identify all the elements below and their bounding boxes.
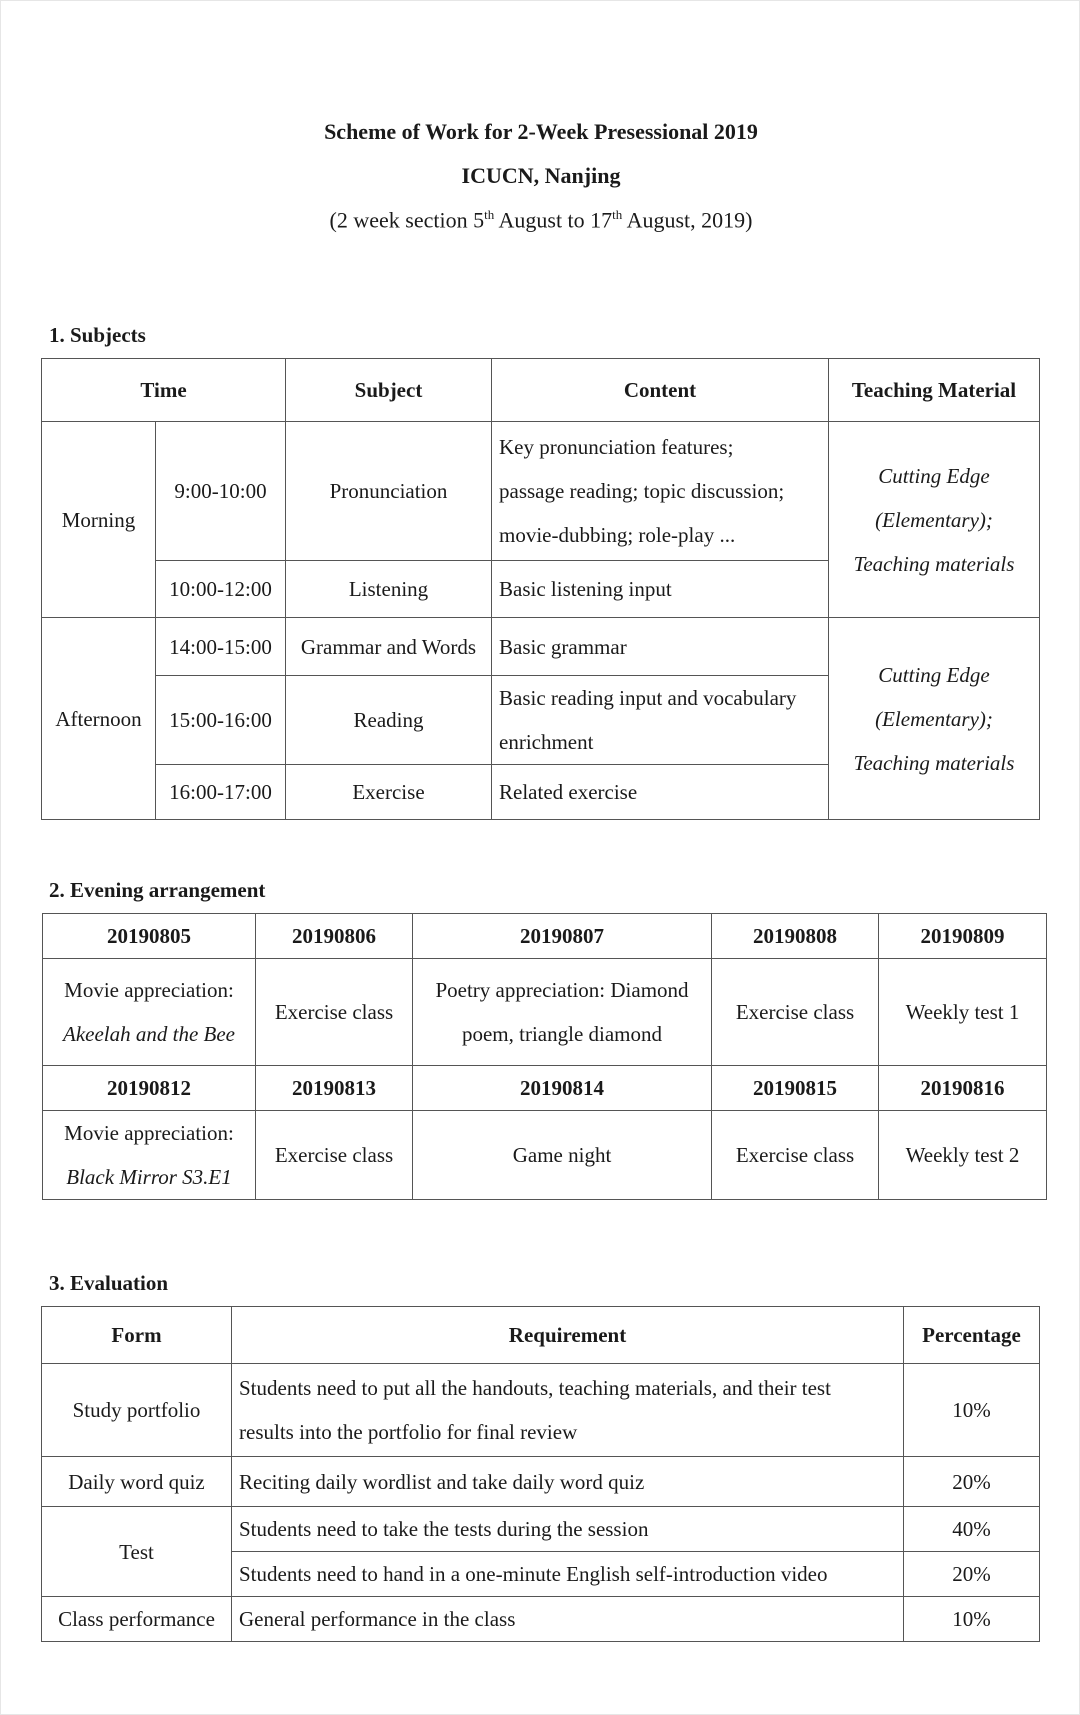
date-cell: 20190808 [712,914,879,959]
col-content: Content [492,359,829,422]
form-cell: Test [42,1507,232,1597]
activity-cell: Exercise class [712,1111,879,1200]
morning-label: Morning [42,422,156,618]
evening-week1-dates [43,914,1047,959]
activity-cell: Movie appreciation: Akeelah and the Bee [43,959,256,1066]
table-row [42,1597,1040,1642]
form-cell: Daily word quiz [42,1457,232,1507]
table-row [42,1457,1040,1507]
col-time: Time [42,359,286,422]
activity-cell: Weekly test 2 [879,1111,1047,1200]
evening-heading: 2. Evening arrangement [49,878,266,902]
col-teaching-material: Teaching Material [829,359,1040,422]
requirement-cell: Students need to hand in a one-minute English self-introduction video [232,1552,904,1597]
requirement-cell: Students need to take the tests during the session [232,1507,904,1552]
activity-cell: Movie appreciation: Black Mirror S3.E1 [43,1111,256,1200]
percentage-cell: 20% [904,1457,1040,1507]
subjects-header-row [42,359,1040,422]
time-cell: 14:00-15:00 [156,618,286,676]
percentage-cell: 10% [904,1597,1040,1642]
col-form: Form [42,1307,232,1364]
subject-cell: Listening [286,561,492,618]
date-cell: 20190815 [712,1066,879,1111]
afternoon-label: Afternoon [42,618,156,820]
evening-table [42,913,1047,1200]
time-cell: 16:00-17:00 [156,765,286,820]
date-cell: 20190806 [256,914,413,959]
form-cell: Study portfolio [42,1364,232,1457]
subjects-table [41,358,1040,820]
date-range: (2 week section 5th August to 17th August, 2019) [329,207,753,233]
col-percentage: Percentage [904,1307,1040,1364]
content-cell: Key pronunciation features; passage reading; topic discussion; movie-dubbing; role-play ... [492,422,829,561]
subject-cell: Pronunciation [286,422,492,561]
content-cell: Basic grammar [492,618,829,676]
form-cell: Class performance [42,1597,232,1642]
activity-cell: Poetry appreciation: Diamond poem, triangle diamond [413,959,712,1066]
institution-name: ICUCN, Nanjing [461,163,621,188]
document-title: Scheme of Work for 2-Week Presessional 2019 [324,119,758,144]
percentage-cell: 10% [904,1364,1040,1457]
requirement-cell: Students need to put all the handouts, teaching materials, and their test results into the portfolio for final review [232,1364,904,1457]
date-cell: 20190807 [413,914,712,959]
subject-cell: Exercise [286,765,492,820]
date-cell: 20190814 [413,1066,712,1111]
activity-cell: Exercise class [256,959,413,1066]
subjects-heading: 1. Subjects [49,323,146,347]
material-afternoon: Cutting Edge (Elementary); Teaching materials [829,618,1040,820]
evening-week2-activities [43,1111,1047,1200]
table-row [42,618,1040,676]
content-cell: Basic reading input and vocabulary enrichment [492,676,829,765]
content-cell: Basic listening input [492,561,829,618]
requirement-cell: Reciting daily wordlist and take daily word quiz [232,1457,904,1507]
activity-cell: Weekly test 1 [879,959,1047,1066]
col-subject: Subject [286,359,492,422]
date-cell: 20190805 [43,914,256,959]
time-cell: 15:00-16:00 [156,676,286,765]
subject-cell: Reading [286,676,492,765]
table-row [42,422,1040,561]
material-morning: Cutting Edge (Elementary); Teaching materials [829,422,1040,618]
time-cell: 9:00-10:00 [156,422,286,561]
time-cell: 10:00-12:00 [156,561,286,618]
percentage-cell: 40% [904,1507,1040,1552]
date-cell: 20190816 [879,1066,1047,1111]
evaluation-table [41,1306,1040,1642]
table-row [42,1364,1040,1457]
evaluation-header-row [42,1307,1040,1364]
evening-week2-dates [43,1066,1047,1111]
requirement-cell: General performance in the class [232,1597,904,1642]
date-cell: 20190812 [43,1066,256,1111]
content-cell: Related exercise [492,765,829,820]
col-requirement: Requirement [232,1307,904,1364]
evaluation-heading: 3. Evaluation [49,1271,169,1295]
evening-week1-activities [43,959,1047,1066]
percentage-cell: 20% [904,1552,1040,1597]
activity-cell: Game night [413,1111,712,1200]
date-cell: 20190813 [256,1066,413,1111]
activity-cell: Exercise class [712,959,879,1066]
table-row [42,1507,1040,1552]
subject-cell: Grammar and Words [286,618,492,676]
activity-cell: Exercise class [256,1111,413,1200]
date-cell: 20190809 [879,914,1047,959]
